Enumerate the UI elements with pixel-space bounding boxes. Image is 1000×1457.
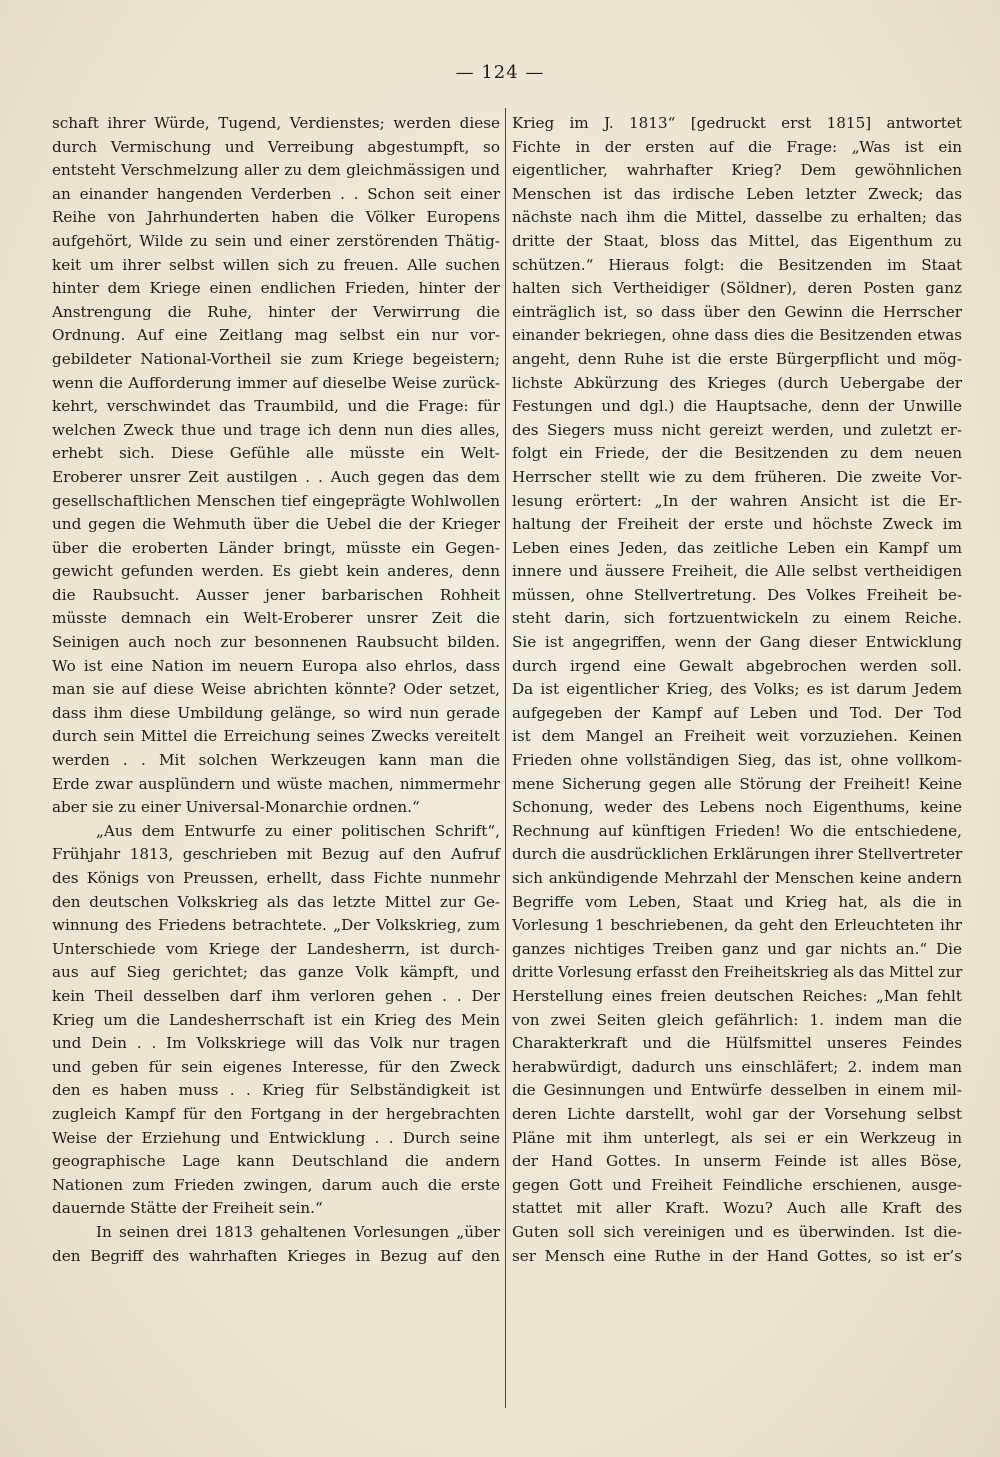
text-line: nächste nach ihm die Mittel, dasselbe zu erhalten; das [512,208,962,227]
text-line: durch Vermischung und Verreibung abgestumpft, so [52,137,500,156]
text-line: man sie auf diese Weise abrichten könnte? Oder setzet, [52,680,500,699]
text-line: aufgehört, Wilde zu sein und einer zerstörenden Thätig- [52,231,500,250]
text-line: gesellschaftlichen Menschen tief eingeprägte Wohlwollen [52,491,500,510]
text-line: Begriffe vom Leben, Staat und Krieg hat, als die in [512,892,962,911]
text-line: erhebt sich. Diese Gefühle alle müsste ein Welt- [52,444,500,463]
text-line: Guten soll sich vereinigen und es überwinden. Ist die- [512,1222,962,1241]
text-line: und Dein . . Im Volkskriege will das Volk nur tragen [52,1034,500,1053]
text-line: aus auf Sieg gerichtet; das ganze Volk kämpft, und [52,963,500,982]
text-line: Sie ist angegriffen, wenn der Gang dieser Entwicklung [512,633,962,652]
text-line: Schonung, weder des Lebens noch Eigenthums, keine [512,798,962,817]
text-line: stattet mit aller Kraft. Wozu? Auch alle Kraft des [512,1199,962,1218]
text-line: der Hand Gottes. In unserm Feinde ist alles Böse, [512,1152,962,1171]
text-line: Unterschiede vom Kriege der Landesherrn, ist durch- [52,939,500,958]
text-line: von zwei Seiten gleich gefährlich: 1. indem man die [512,1010,962,1029]
text-line: ganzes nichtiges Treiben ganz und gar nichts an.“ Die [512,939,962,958]
text-line: durch irgend eine Gewalt abgebrochen werden soll. [512,656,962,675]
text-line: lichste Abkürzung des Krieges (durch Uebergabe der [512,373,962,392]
text-line: Nationen zum Frieden zwingen, darum auch die erste [52,1175,500,1194]
text-line: einträglich ist, so dass über den Gewinn die Herrscher [512,302,962,321]
page-number: — 124 — [455,62,545,83]
text-line: schützen.“ Hieraus folgt: die Besitzenden im Staat [512,255,962,274]
text-line: sich ankündigende Mehrzahl der Menschen keine andern [512,869,962,887]
text-line: deren Lichte darstellt, wohl gar der Vorsehung selbst [512,1104,962,1123]
text-line: Fichte in der ersten auf die Frage: „Was ist ein [512,137,962,156]
text-line: schaft ihrer Würde, Tugend, Verdienstes; werden diese [52,114,500,132]
text-line: In seinen drei 1813 gehaltenen Vorlesungen „über [96,1222,500,1241]
text-line: Krieg im J. 1813“ [gedruckt erst 1815] antwortet [512,114,962,132]
text-line: Pläne mit ihm unterlegt, als sei er ein Werkzeug in [512,1128,962,1147]
text-line: Da ist eigentlicher Krieg, des Volks; es ist darum Jedem [512,680,962,699]
text-line: aufgegeben der Kampf auf Leben und Tod. Der Tod [512,703,962,722]
text-line: des Königs von Preussen, erhellt, dass Fichte nunmehr [52,869,500,887]
text-line: Frühjahr 1813, geschrieben mit Bezug auf den Aufruf [52,845,500,864]
text-line: geographische Lage kann Deutschland die andern [52,1152,500,1171]
text-line: über die eroberten Länder bringt, müsste ein Gegen- [52,538,500,557]
text-line: steht darin, sich fortzuentwickeln zu einem Reiche. [512,609,962,628]
text-line: müssen, ohne Stellvertretung. Des Volkes Freiheit be- [512,585,962,604]
text-line: Eroberer unsrer Zeit austilgen . . Auch gegen das dem [52,467,500,486]
text-line: keit um ihrer selbst willen sich zu freuen. Alle suchen [52,255,500,274]
text-line: entsteht Verschmelzung aller zu dem gleichmässigen und [52,161,500,180]
column-divider [505,108,506,1408]
right-text-column [512,112,962,1417]
text-line: aber sie zu einer Universal-Monarchie ordnen.“ [52,798,420,817]
text-line: welchen Zweck thue und trage ich denn nun dies alles, [52,420,500,439]
text-line: Frieden ohne vollständigen Sieg, das ist, ohne vollkom- [512,751,962,770]
text-line: den Begriff des wahrhaften Krieges in Bezug auf den [52,1246,500,1265]
text-line: dritte der Staat, bloss das Mittel, das Eigenthum zu [512,231,962,250]
text-line: Menschen ist das irdische Leben letzter Zweck; das [512,184,962,203]
text-line: innere und äussere Freiheit, die Alle selbst vertheidigen [512,562,962,581]
text-line: Ordnung. Auf eine Zeitlang mag selbst ein nur vor- [52,326,500,345]
text-line: Wo ist eine Nation im neuern Europa also ehrlos, dass [52,656,500,675]
text-line: gebildeter National-Vortheil sie zum Kriege begeistern; [52,349,500,368]
text-line: des Siegers muss nicht gereizt werden, und zuletzt er- [512,420,962,439]
text-line: eigentlicher, wahrhafter Krieg? Dem gewöhnlichen [512,161,962,180]
text-line: den deutschen Volkskrieg als das letzte Mittel zur Ge- [52,892,500,911]
text-line: Krieg um die Landesherrschaft ist ein Krieg des Mein [52,1010,500,1029]
text-line: angeht, denn Ruhe ist die erste Bürgerpflicht und mög- [512,349,962,368]
left-text-column [52,112,500,1417]
text-line: winnung des Friedens betrachtete. „Der Volkskrieg, zum [52,916,500,935]
text-line: die Gesinnungen und Entwürfe desselben in einem mil- [512,1081,962,1100]
text-line: Herrscher stellt wie zu dem früheren. Die zweite Vor- [512,467,962,486]
text-line: „Aus dem Entwurfe zu einer politischen Schrift“, [96,821,500,840]
text-line: kein Theil desselben darf ihm verloren gehen . . Der [52,986,500,1005]
text-line: wenn die Aufforderung immer auf dieselbe Weise zurück- [52,373,500,392]
text-line: haltung der Freiheit der erste und höchste Zweck im [512,515,962,534]
text-line: dass ihm diese Umbildung gelänge, so wird nun gerade [52,703,500,722]
text-line: gewicht gefunden werden. Es giebt kein anderes, denn [52,562,500,581]
text-line: an einander hangenden Verderben . . Schon seit einer [52,184,500,203]
text-line: ist dem Mangel an Freiheit weit vorzuziehen. Keinen [512,727,962,746]
text-line: mene Sicherung gegen alle Störung der Freiheit! Keine [512,774,962,793]
text-line: lesung erörtert: „In der wahren Ansicht ist die Er- [512,491,962,510]
text-line: und geben für sein eigenes Interesse, für den Zweck [52,1057,500,1076]
text-line: herabwürdigt, dadurch uns einschläfert; 2. indem man [512,1057,962,1076]
text-line: dritte Vorlesung erfasst den Freiheitskrieg als das Mittel zur [512,964,963,982]
text-line: Weise der Erziehung und Entwicklung . . Durch seine [52,1128,500,1147]
text-line: den es haben muss . . Krieg für Selbständigkeit ist [52,1081,500,1100]
text-line: Herstellung eines freien deutschen Reiches: „Man fehlt [512,986,962,1005]
text-line: Erde zwar ausplündern und wüste machen, nimmermehr [52,774,500,793]
text-line: dauernde Stätte der Freiheit sein.“ [52,1199,323,1218]
text-line: gegen Gott und Freiheit Feindliche erschienen, ausge- [512,1175,962,1194]
text-line: Charakterkraft und die Hülfsmittel unseres Feindes [512,1034,962,1053]
text-line: Festungen und dgl.) die Hauptsache, denn der Unwille [512,397,962,416]
text-line: werden . . Mit solchen Werkzeugen kann man die [52,751,500,770]
text-line: einander bekriegen, ohne dass dies die Besitzenden etwas [512,326,962,345]
text-line: Reihe von Jahrhunderten haben die Völker Europens [52,208,500,227]
text-line: folgt ein Friede, der die Besitzenden zu dem neuen [512,444,962,463]
text-line: durch sein Mittel die Erreichung seines Zwecks vereitelt [52,727,500,746]
text-line: hinter dem Kriege einen endlichen Frieden, hinter der [52,279,500,298]
text-line: halten sich Vertheidiger (Söldner), deren Posten ganz [512,279,962,298]
text-line: Seinigen auch noch zur besonnenen Raubsucht bilden. [52,633,500,652]
text-line: Leben eines Jeden, das zeitliche Leben ein Kampf um [512,538,962,557]
text-line: Vorlesung 1 beschriebenen, da geht den Erleuchteten ihr [512,916,962,935]
text-line: Rechnung auf künftigen Frieden! Wo die entschiedene, [512,821,962,840]
text-line: Anstrengung die Ruhe, hinter der Verwirrung die [52,302,500,321]
text-line: ser Mensch eine Ruthe in der Hand Gottes, so ist er’s [512,1246,962,1265]
text-line: die Raubsucht. Ausser jener barbarischen Rohheit [52,585,500,604]
text-line: zugleich Kampf für den Fortgang in der hergebrachten [52,1104,500,1123]
text-line: durch die ausdrücklichen Erklärungen ihrer Stellvertreter [512,845,963,864]
text-line: kehrt, verschwindet das Traumbild, und die Frage: für [52,397,500,416]
text-line: müsste demnach ein Welt-Eroberer unsrer Zeit die [52,609,500,628]
text-line: und gegen die Wehmuth über die Uebel die der Krieger [52,515,500,534]
